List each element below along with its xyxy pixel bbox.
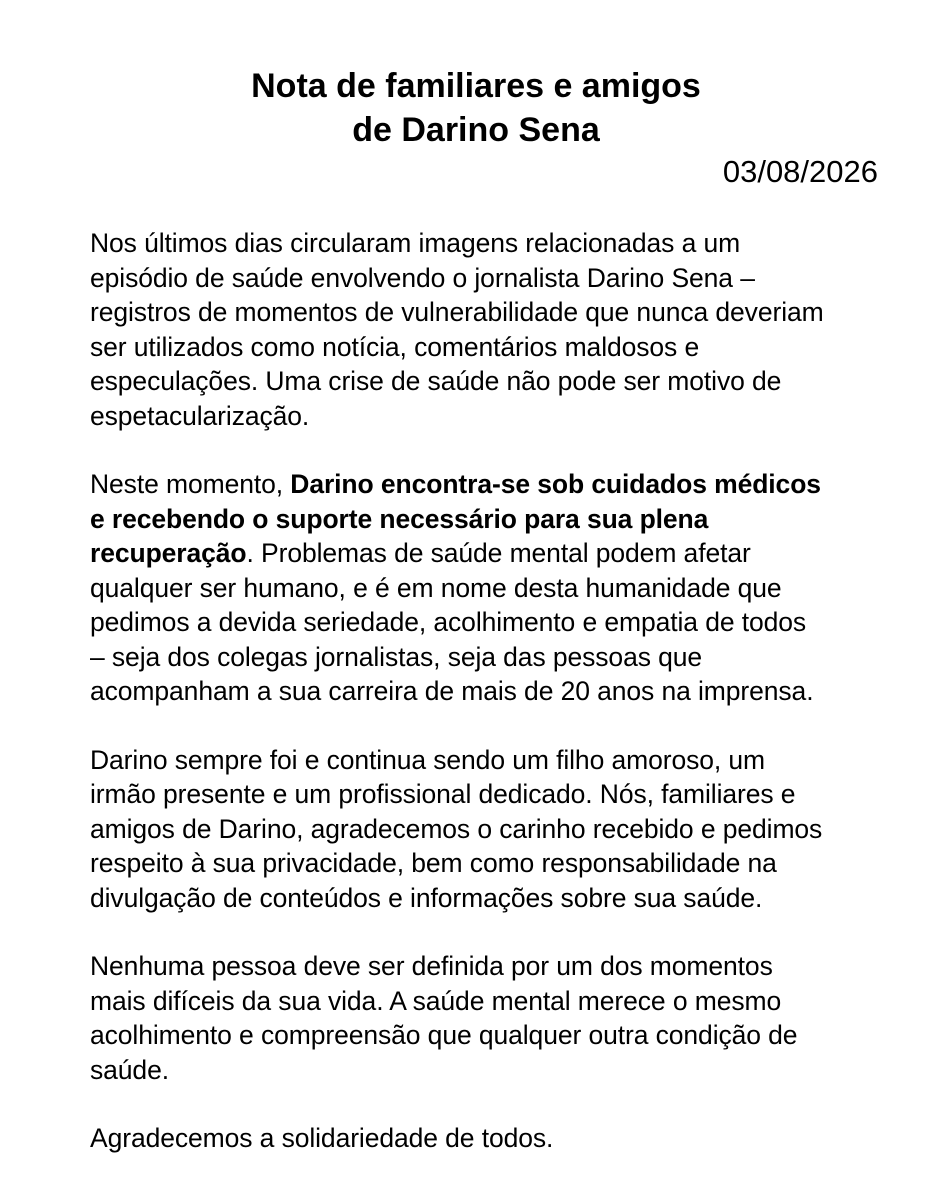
text-line: Agradecemos a solidariedade de todos. (90, 1123, 554, 1153)
statement-body (90, 226, 890, 1190)
text-line: registros de momentos de vulnerabilidade que nunca deveriam (90, 297, 824, 327)
text-line: Nenhuma pessoa deve ser definida por um dos momentos (90, 951, 773, 981)
paragraph-4 (90, 949, 890, 1087)
text-line: espetacularização. (90, 400, 310, 431)
paragraph-3 (90, 743, 890, 916)
text-line: ser utilizados como notícia, comentários maldosos e (90, 331, 700, 362)
text-segment: Neste momento, (90, 469, 291, 499)
text-line: qualquer ser humano, e é em nome desta humanidade que (90, 572, 782, 603)
paragraph-5 (90, 1121, 890, 1156)
text-line: especulações. Uma crise de saúde não pode ser motivo de (90, 366, 782, 396)
text-line: mais difíceis da sua vida. A saúde mental merece o mesmo (90, 985, 782, 1016)
text-line: pedimos a devida seriedade, acolhimento e empatia de todos (90, 607, 807, 637)
bold-text: e recebendo o suporte necessário para sua plena (90, 503, 709, 534)
text-segment: . Problemas de saúde mental podem afetar (246, 538, 751, 568)
text-line: acompanham a sua carreira de mais de 20 anos na imprensa. (90, 676, 814, 706)
text-line (90, 536, 890, 571)
text-line (90, 467, 890, 502)
bold-text: recuperação (90, 538, 247, 568)
text-line: irmão presente e um profissional dedicado. Nós, familiares e (90, 779, 796, 809)
text-line (90, 502, 890, 537)
text-line: saúde. (90, 1054, 169, 1085)
text-line: amigos de Darino, agradecemos o carinho recebido e pedimos (90, 813, 823, 844)
text-line: – seja dos colegas jornalistas, seja das pessoas que (90, 641, 703, 672)
text-line: acolhimento e compreensão que qualquer outra condição de (90, 1020, 798, 1050)
text-line: divulgação de conteúdos e informações sobre sua saúde. (90, 882, 763, 913)
paragraph-1 (90, 226, 890, 433)
text-line: Nos últimos dias circularam imagens relacionadas a um (90, 228, 741, 258)
title-line-1: Nota de familiares e amigos (251, 67, 701, 105)
text-line: episódio de saúde envolvendo o jornalista Darino Sena – (90, 262, 755, 293)
title-line-2: de Darino Sena (352, 111, 600, 149)
text-line: respeito à sua privacidade, bem como responsabilidade na (90, 848, 777, 878)
paragraph-2 (90, 467, 890, 709)
text-line: Darino sempre foi e continua sendo um filho amoroso, um (90, 744, 766, 775)
page-title (0, 64, 952, 152)
statement-date: 03/08/2026 (722, 154, 878, 189)
bold-text: Darino encontra-se sob cuidados médicos (290, 469, 821, 499)
